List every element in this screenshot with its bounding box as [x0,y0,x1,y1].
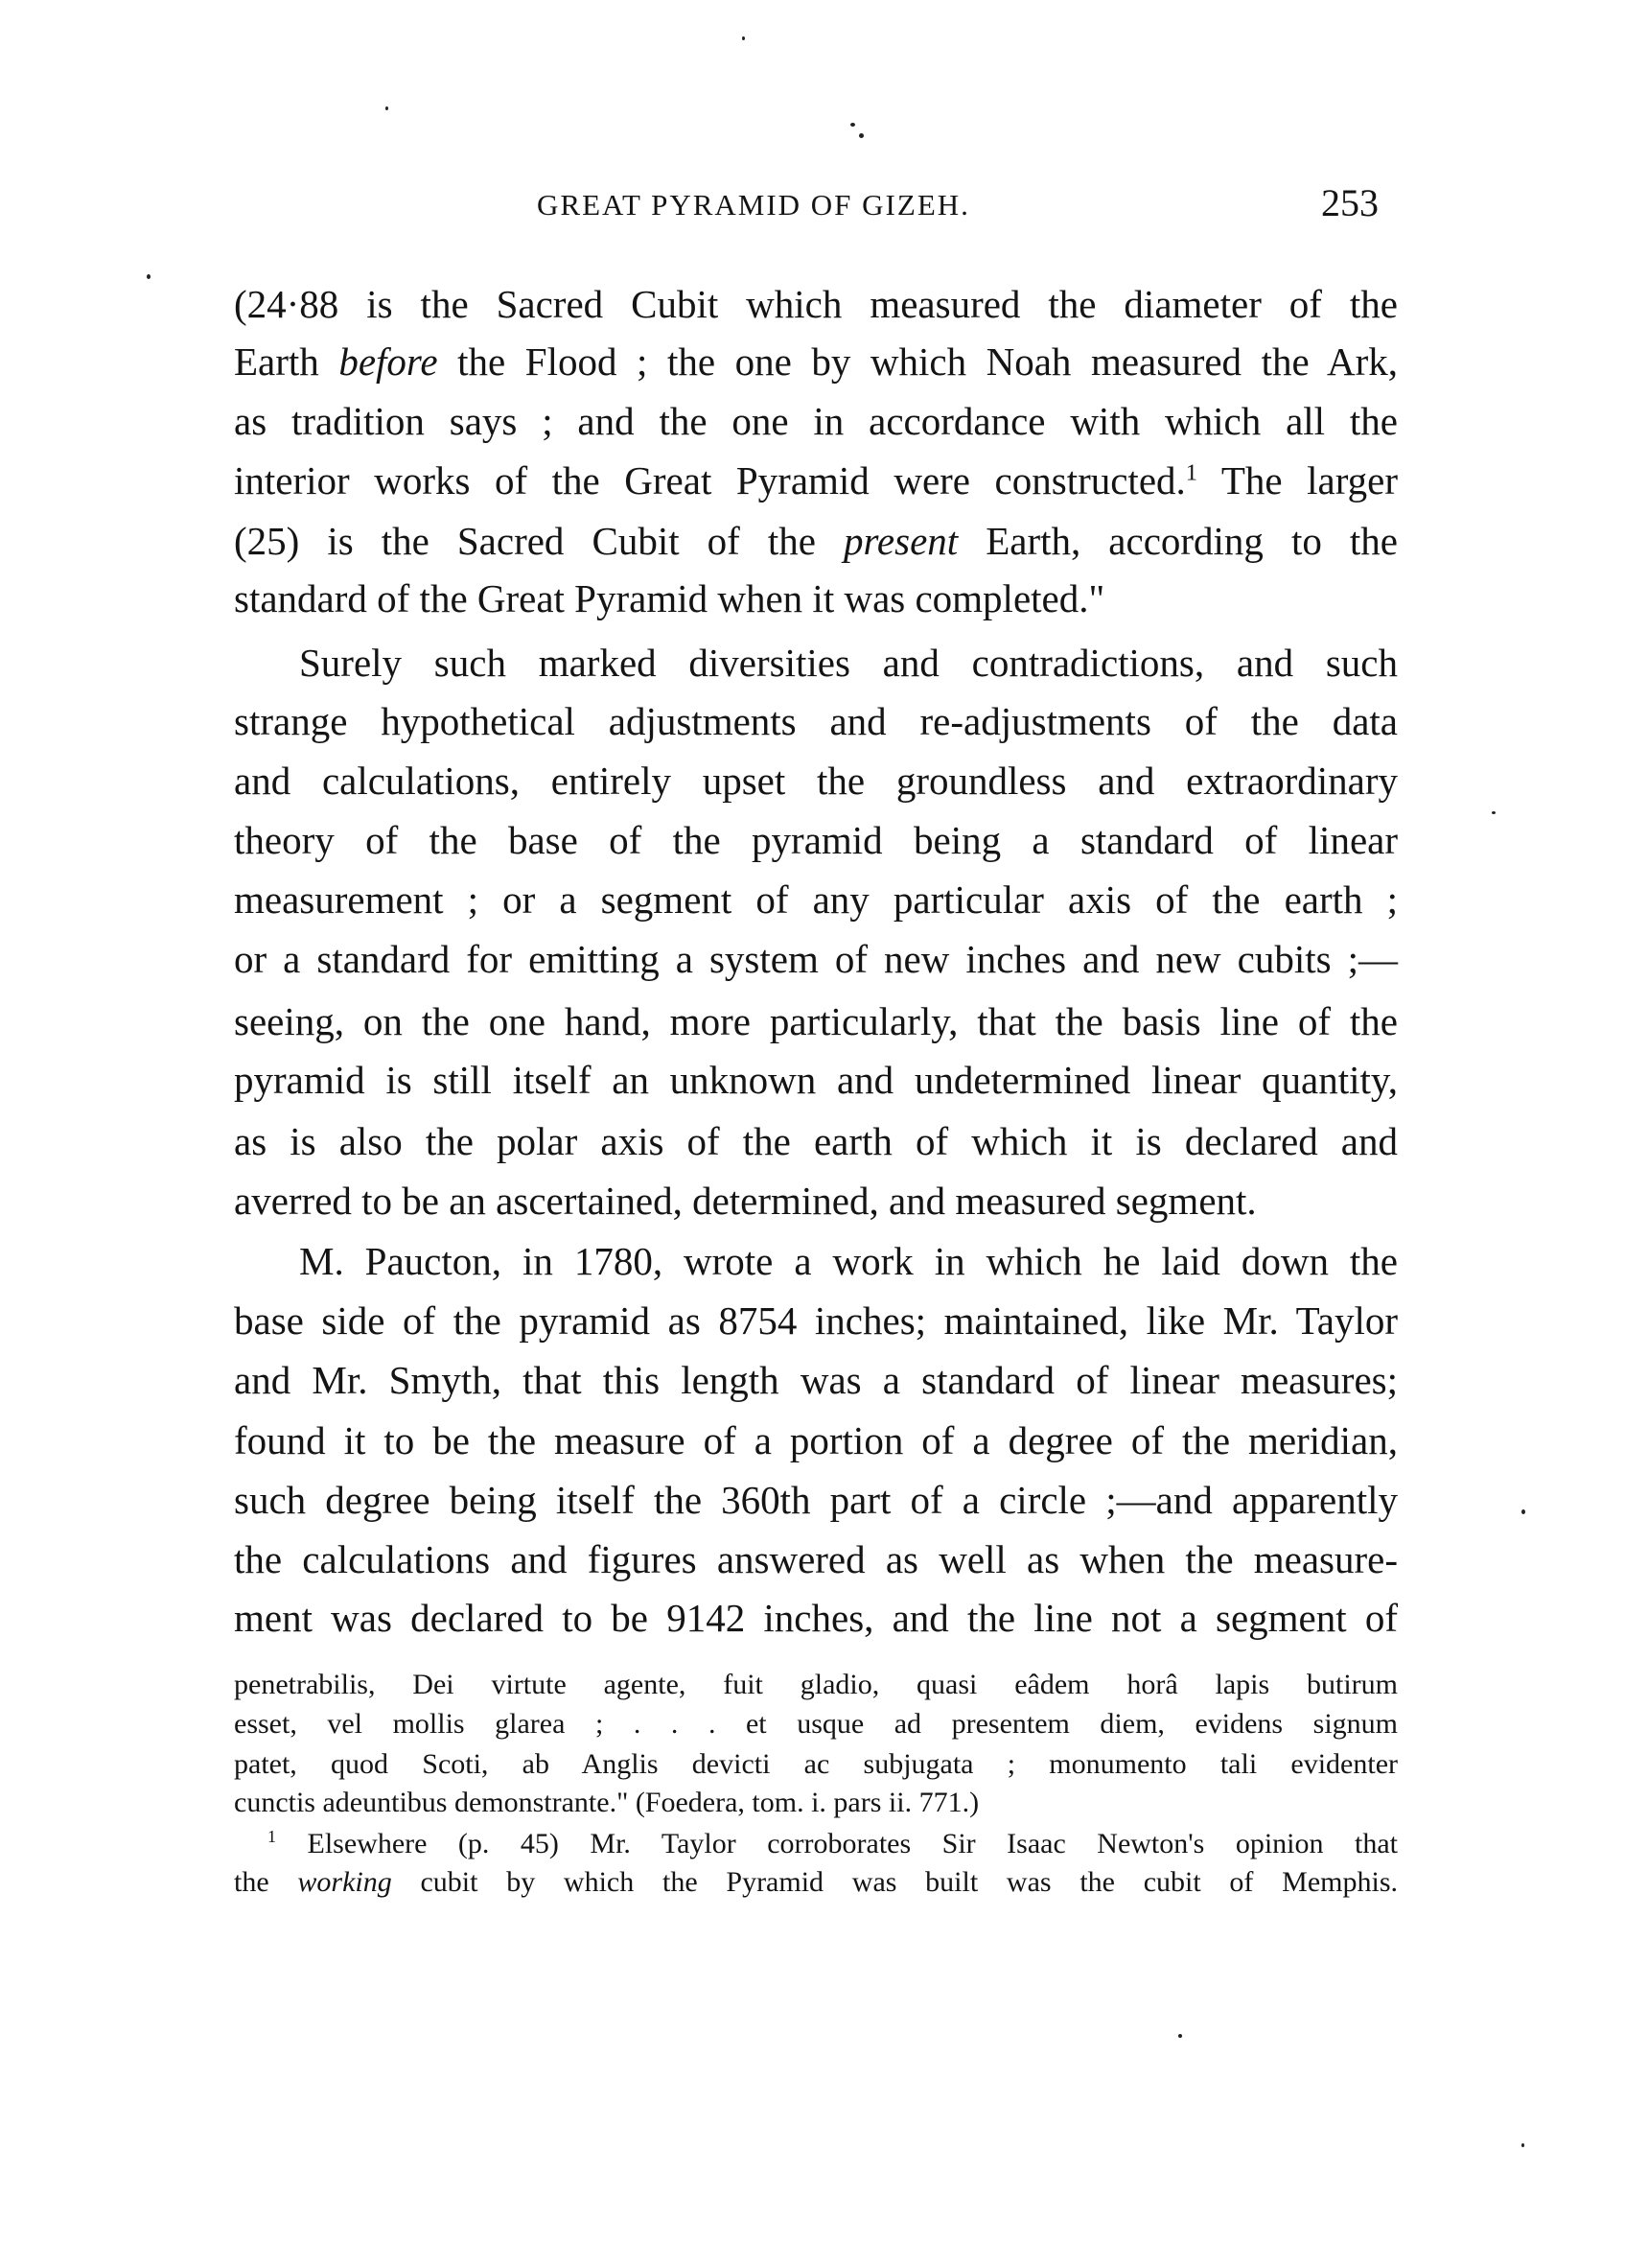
scan-speck [742,36,745,40]
text-run: strange hypothetical adjustments and re-adjustments of the data [234,699,1398,743]
footnote-line [234,1746,1398,1783]
body-line [234,456,1398,504]
body-line [299,1237,1398,1285]
text-run: averred to be an ascertained, determined, and measured segment. [234,1179,1257,1223]
text-run: pyramid is still itself an unknown and undetermined linear quantity, [234,1058,1398,1102]
body-line [234,1297,1398,1344]
scan-speck [147,274,151,279]
body-line [234,1535,1398,1583]
body-line [234,397,1398,445]
body-line [234,816,1398,864]
footnote-line [234,1785,1398,1821]
body-line [234,574,1398,622]
italic-text: present [843,519,959,563]
text-run: cunctis adeuntibus demonstrante." (Foedera, tom. i. pars ii. 771.) [234,1787,980,1818]
text-run: patet, quod Scoti, ab Anglis devicti ac subjugata ; monumento tali evidenter [234,1748,1398,1780]
footnote-line [234,1864,1398,1901]
body-line [234,1476,1398,1524]
body-line [234,517,1398,565]
body-line [234,757,1398,805]
text-run: the [234,1866,298,1898]
footnote-line [234,1667,1398,1703]
text-run: found it to be the measure of a portion of a degree of the meridian, [234,1418,1398,1462]
scan-speck [859,133,864,138]
text-run: the Flood ; the one by which Noah measured the Ark, [437,339,1398,384]
text-run: as is also the polar axis of the earth of which it is declared and [234,1119,1398,1163]
body-line [234,280,1398,328]
text-run: Elsewhere (p. 45) Mr. Taylor corroborates Sir Isaac Newton's opinion that [276,1828,1398,1859]
italic-text: working [297,1866,392,1898]
text-run: standard of the Great Pyramid when it was completed." [234,576,1105,620]
body-line [299,639,1398,687]
scan-speck [1178,2034,1182,2038]
text-run: cubit by which the Pyramid was built was the cubit of Memphis. [391,1866,1398,1898]
text-run: theory of the base of the pyramid being a standard of linear [234,818,1398,862]
page-number: 253 [1321,181,1379,224]
text-run: seeing, on the one hand, more particularly, that the basis line of the [234,999,1398,1043]
text-run: such degree being itself the 360th part of a circle ;—and apparently [234,1478,1398,1522]
scan-speck [1492,811,1496,814]
text-run: ment was declared to be 9142 inches, and the line not a segment of [234,1596,1398,1640]
scan-speck [385,106,388,110]
text-run: penetrabilis, Dei virtute agente, fuit gladio, quasi eâdem horâ lapis butirum [234,1669,1398,1700]
body-line [234,1056,1398,1104]
text-run: (24·88 is the Sacred Cubit which measured the diameter of the [234,282,1398,326]
text-run: (25) is the Sacred Cubit of the [234,519,844,563]
scan-speck [1521,1509,1525,1514]
body-line [234,338,1398,386]
text-run: and calculations, entirely upset the groundless and extraordinary [234,759,1398,803]
text-run: The larger [1197,458,1399,503]
body-line [234,697,1398,745]
footnote-line [234,1706,1398,1742]
text-run: or a standard for emitting a system of new inches and new cubits ;— [234,937,1398,981]
running-header: GREAT PYRAMID OF GIZEH. [537,188,970,222]
text-run: the calculations and figures answered as well as when the measure- [234,1537,1398,1581]
footnote-marker: 1 [1185,459,1198,486]
text-run: Earth [234,339,339,384]
body-line [234,1117,1398,1165]
footnote-marker: 1 [267,1827,276,1846]
body-line [234,935,1398,983]
body-line [234,1356,1398,1404]
text-run: interior works of the Great Pyramid were constructed. [234,458,1186,503]
scan-speck [1521,2143,1524,2147]
text-run: Surely such marked diversities and contradictions, and such [299,641,1398,685]
body-line [234,1594,1398,1642]
body-line [234,997,1398,1045]
body-line [234,1416,1398,1464]
text-run: base side of the pyramid as 8754 inches; maintained, like Mr. Taylor [234,1298,1398,1343]
text-run: and Mr. Smyth, that this length was a standard of linear measures; [234,1358,1398,1402]
text-run: measurement ; or a segment of any particular axis of the earth ; [234,877,1398,922]
text-run: M. Paucton, in 1780, wrote a work in which he laid down the [299,1239,1398,1283]
text-run: esset, vel mollis glarea ; . . . et usque ad presentem diem, evidens signum [234,1708,1398,1740]
footnote-line [267,1826,1398,1862]
body-line [234,876,1398,924]
text-run: Earth, according to the [958,519,1399,563]
italic-text: before [338,339,438,384]
scan-speck [850,123,855,127]
body-line [234,1177,1398,1225]
text-run: as tradition says ; and the one in accordance with which all the [234,399,1398,443]
